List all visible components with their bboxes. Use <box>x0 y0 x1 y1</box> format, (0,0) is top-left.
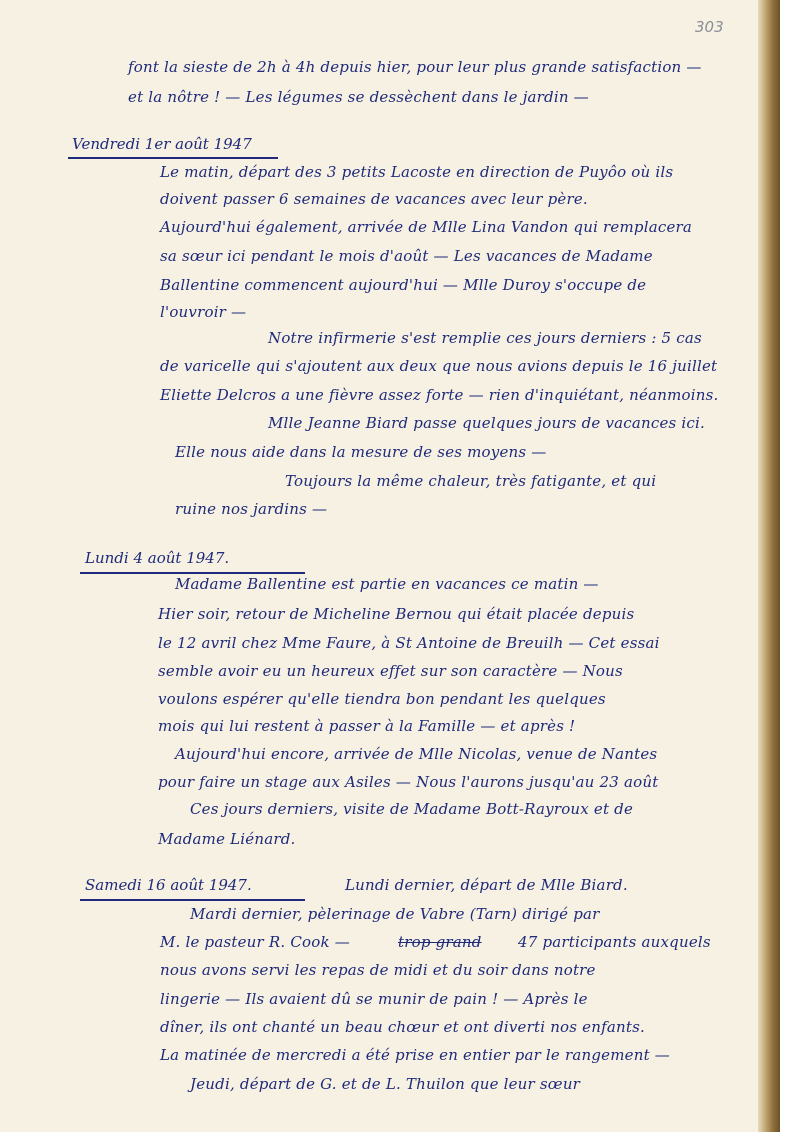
entry-date: Lundi 4 août 1947. <box>85 549 230 567</box>
text-line: M. le pasteur R. Cook — <box>160 933 350 951</box>
text-line: dîner, ils ont chanté un beau chœur et ont diverti nos enfants. <box>160 1018 645 1036</box>
text-line: Madame Ballentine est partie en vacances ce matin — <box>175 575 599 593</box>
text-line: le 12 avril chez Mme Faure, à St Antoine de Breuilh — Cet essai <box>158 634 660 652</box>
date-underline <box>68 157 278 159</box>
text-line: Madame Liénard. <box>158 830 296 848</box>
text-line: ruine nos jardins — <box>175 500 328 518</box>
entry-date: Vendredi 1er août 1947 <box>72 135 252 153</box>
page-number: 303 <box>695 18 724 36</box>
text-line: font la sieste de 2h à 4h depuis hier, pour leur plus grande satisfaction — <box>128 58 702 76</box>
text-line: et la nôtre ! — Les légumes se dessèchent dans le jardin — <box>128 88 589 106</box>
text-line: Ballentine commencent aujourd'hui — Mlle Duroy s'occupe de <box>160 276 647 294</box>
text-line: Aujourd'hui également, arrivée de Mlle Lina Vandon qui remplacera <box>160 218 693 236</box>
text-line: Jeudi, départ de G. et de L. Thuilon que leur sœur <box>190 1075 581 1093</box>
struck-words: trop grand <box>398 933 482 951</box>
text-line: Toujours la même chaleur, très fatigante, et qui <box>285 472 657 490</box>
text-line: sa sœur ici pendant le mois d'août — Les vacances de Madame <box>160 247 653 265</box>
text-line: Aujourd'hui encore, arrivée de Mlle Nicolas, venue de Nantes <box>175 745 658 763</box>
text-line: Lundi dernier, départ de Mlle Biard. <box>345 876 628 894</box>
date-underline <box>80 899 305 901</box>
text-line: Eliette Delcros a une fièvre assez forte — rien d'inquiétant, néanmoins. <box>160 386 719 404</box>
notebook-binding <box>758 0 780 1132</box>
text-line: nous avons servi les repas de midi et du soir dans notre <box>160 961 596 979</box>
text-line: Ces jours derniers, visite de Madame Bott-Rayroux et de <box>190 800 634 818</box>
text-line: semble avoir eu un heureux effet sur son caractère — Nous <box>158 662 623 680</box>
text-line: doivent passer 6 semaines de vacances avec leur père. <box>160 190 588 208</box>
text-line: l'ouvroir — <box>160 303 247 321</box>
text-line: La matinée de mercredi a été prise en entier par le rangement — <box>160 1046 670 1064</box>
entry-date: Samedi 16 août 1947. <box>85 876 252 894</box>
text-line: Le matin, départ des 3 petits Lacoste en direction de Puyôo où ils <box>160 163 674 181</box>
text-line: Mlle Jeanne Biard passe quelques jours de vacances ici. <box>268 414 705 432</box>
text-line: Elle nous aide dans la mesure de ses moyens — <box>175 443 547 461</box>
text-line: voulons espérer qu'elle tiendra bon pendant les quelques <box>158 690 606 708</box>
text-line: Hier soir, retour de Micheline Bernou qui était placée depuis <box>158 605 635 623</box>
text-line: lingerie — Ils avaient dû se munir de pain ! — Après le <box>160 990 588 1008</box>
date-underline <box>80 572 305 574</box>
text-line: de varicelle qui s'ajoutent aux deux que nous avions depuis le 16 juillet <box>160 357 718 375</box>
text-line: Mardi dernier, pèlerinage de Vabre (Tarn) dirigé par <box>190 905 600 923</box>
text-line: Notre infirmerie s'est remplie ces jours derniers : 5 cas <box>268 329 702 347</box>
text-line: pour faire un stage aux Asiles — Nous l'aurons jusqu'au 23 août <box>158 773 659 791</box>
text-line: 47 participants auxquels <box>518 933 711 951</box>
text-line: mois qui lui restent à passer à la Famille — et après ! <box>158 717 576 735</box>
